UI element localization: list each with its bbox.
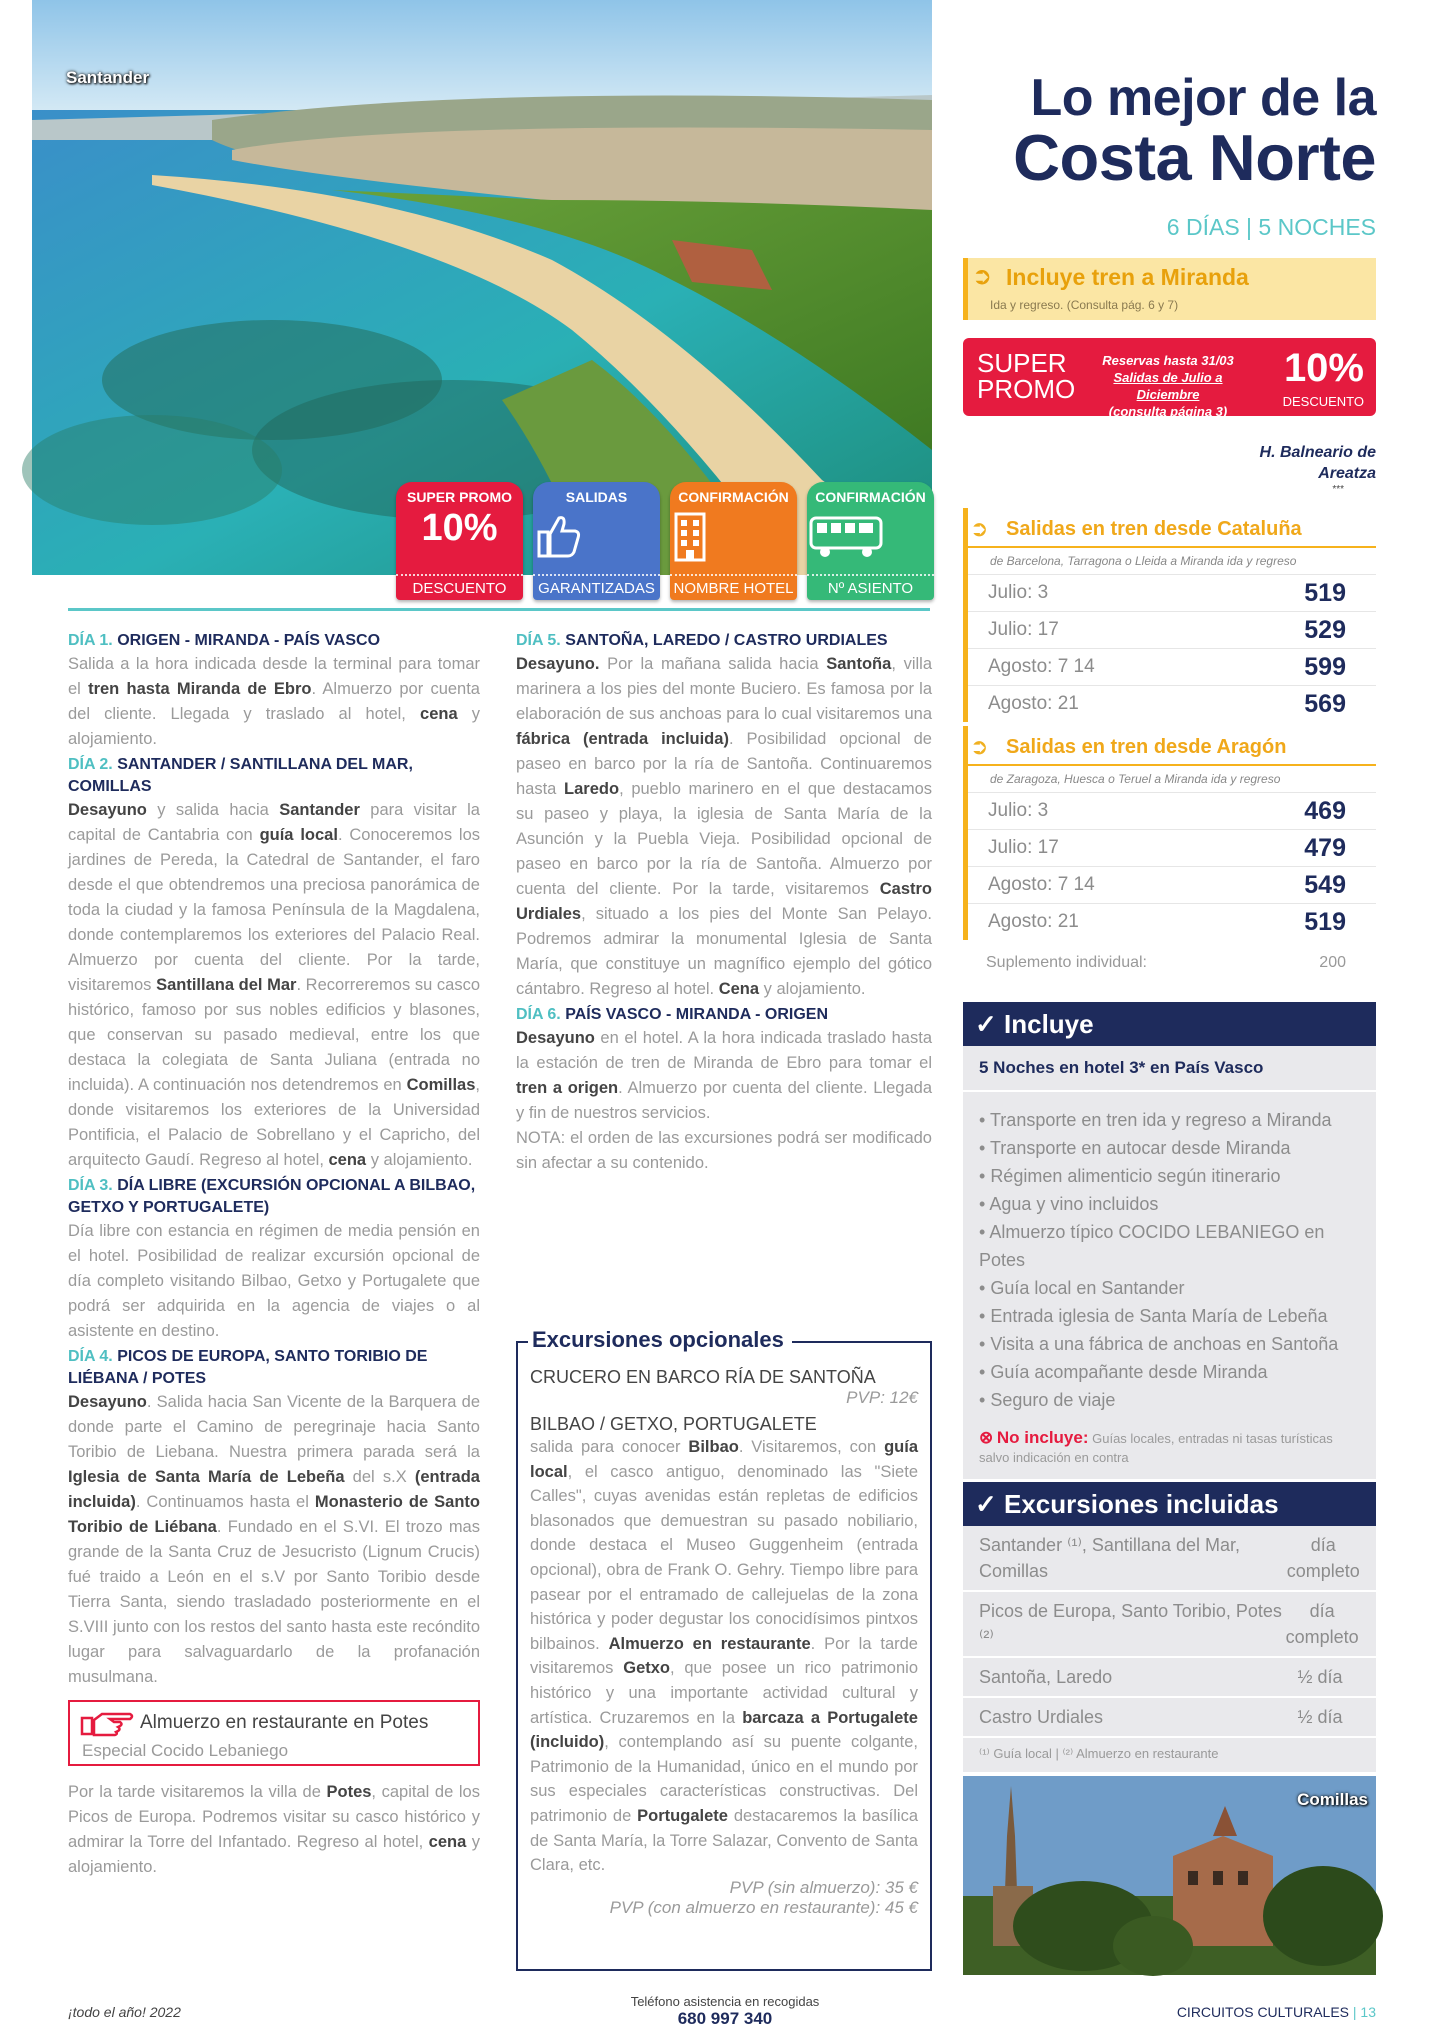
promo-l2: Salidas de Julio a Diciembre <box>1113 370 1223 402</box>
day-4-title: PICOS DE EUROPA, SANTO TORIBIO DE LIÉBANA / POTES <box>68 1348 428 1387</box>
title-line-2: Costa Norte <box>1013 121 1376 194</box>
table-row <box>963 1698 1376 1738</box>
table-row <box>963 1592 1376 1658</box>
footer-left: ¡todo el año! 2022 <box>68 2004 181 2020</box>
price-value: 549 <box>1304 870 1346 899</box>
badge-salidas <box>533 482 660 600</box>
arrow-right-icon: ➲ <box>972 263 993 290</box>
footer-section: CIRCUITOS CULTURALES <box>1176 2004 1349 2020</box>
hero-caption: Santander <box>66 68 150 87</box>
tren-title: Incluye tren a Miranda <box>1006 264 1249 290</box>
price-row <box>968 611 1376 648</box>
santander-photo <box>32 0 932 597</box>
bus-icon <box>807 512 885 560</box>
promo-super: SUPER <box>977 348 1067 378</box>
price-month: Julio: 3 <box>988 582 1049 603</box>
building-icon <box>670 512 710 562</box>
price-value: 469 <box>1304 796 1346 825</box>
day-4-text-2: Por la tarde visitaremos la villa de Potes, capital de los Picos de Europa. Podremos visitar su casco histórico y admirar la Torre del Infantado. Regreso al hotel, cena y alojamiento. <box>68 1783 480 1876</box>
day-5-heading <box>516 630 932 652</box>
promo-promo: PROMO <box>977 374 1076 404</box>
close-circle-icon: ⊗ <box>979 1428 994 1447</box>
day-3-heading <box>68 1175 480 1219</box>
price-row <box>968 648 1376 685</box>
excursion-name: Castro Urdiales <box>979 1707 1104 1727</box>
arrow-right-icon: ➲ <box>970 516 989 541</box>
price-month: Agosto: 21 <box>988 693 1079 714</box>
excursion-duration: día completo <box>1286 1535 1360 1581</box>
excursion-name: Santander ⁽¹⁾, Santillana del Mar, Comillas <box>979 1535 1240 1581</box>
excursiones-incluidas <box>963 1482 1376 1772</box>
price-row <box>968 903 1376 940</box>
price-month: Agosto: 7 14 <box>988 656 1095 677</box>
day-1-text: Salida a la hora indicada desde la terminal para tomar el tren hasta Miranda de Ebro. Almuerzo por cuenta del cliente. Llegada y traslado al hotel, cena y alojamiento. <box>68 655 480 748</box>
badge-hotel <box>670 482 797 600</box>
price-value: 519 <box>1304 578 1346 607</box>
incluye-title: ✓ Incluye <box>963 1002 1376 1046</box>
duration: 6 DÍAS | 5 NOCHES <box>1166 214 1376 240</box>
incluye-hotel: 5 Noches en hotel 3* en País Vasco <box>963 1046 1376 1092</box>
price-row <box>968 685 1376 722</box>
promo-conditions <box>1083 352 1253 420</box>
no-incluye-text: Guías locales, entradas ni tasas turísticas salvo indicación en contra <box>979 1431 1333 1465</box>
list-item: • Guía acompañante desde Miranda <box>979 1358 1360 1386</box>
promo-l3: (consulta página 3) <box>1108 404 1228 419</box>
day-3-number: DÍA 3. <box>68 1177 113 1194</box>
badge-salidas-top: SALIDAS <box>565 489 628 505</box>
lunch-sub: Especial Cocido Lebaniego <box>82 1741 289 1760</box>
suplemento-value: 200 <box>1319 954 1346 971</box>
price-month: Julio: 17 <box>988 619 1059 640</box>
excursiones-opcionales-title: Excursiones opcionales <box>528 1327 792 1353</box>
excursion-name: Picos de Europa, Santo Toribio, Potes ⁽²⁾ <box>979 1601 1282 1647</box>
itinerary-left-column <box>68 628 480 1880</box>
salidas-cataluna-title: Salidas en tren desde Cataluña <box>1006 518 1302 540</box>
tren-sub: Ida y regreso. (Consulta pág. 6 y 7) <box>990 298 1179 312</box>
hero-divider <box>68 608 930 611</box>
day-4-number: DÍA 4. <box>68 1348 113 1365</box>
list-item: • Transporte en autocar desde Miranda <box>979 1134 1360 1162</box>
badge-super-promo-pct: 10% <box>421 507 498 549</box>
salidas-cataluna <box>963 508 1376 722</box>
badge-super-promo-top: SUPER PROMO <box>406 489 512 505</box>
day-6-number: DÍA 6. <box>516 1006 561 1023</box>
table-row <box>963 1658 1376 1698</box>
badge-salidas-bottom: GARANTIZADAS <box>533 574 660 600</box>
price-value: 479 <box>1304 833 1346 862</box>
excursion-name: Santoña, Laredo <box>979 1667 1113 1687</box>
salidas-aragon-sub: de Zaragoza, Huesca o Teruel a Miranda ida y regreso <box>990 772 1281 786</box>
day-5-number: DÍA 5. <box>516 632 561 649</box>
excursion-crucero-price: PVP: 12€ <box>846 1388 918 1407</box>
list-item: • Transporte en tren ida y regreso a Miranda <box>979 1106 1360 1134</box>
badge-super-promo-bottom: DESCUENTO <box>396 574 523 600</box>
day-5-text: Desayuno. Por la mañana salida hacia Santoña, villa marinera a los pies del monte Buciero. Es famosa por la elaboración de sus anchoas para lo cual visitaremos una fábrica (entrada incluida). Posibilidad opcional de paseo en barco por la ría de Santoña. Continuaremos hasta Laredo, pueblo marinero en el que destacamos su paseo y playa, la iglesia de Santa María de la Asunción y la Puebla Vieja. Posibilidad opcional de paseo en barco por la ría de Santoña. Almuerzo por cuenta del cliente. Por la tarde, visitaremos Castro Urdiales, situado a los pies del Monte San Pelayo. Podremos admirar la monumental Iglesia de Santa María, que constituye un magnífico ejemplo del gótico cántabro. Regreso al hotel. Cena y alojamiento. <box>516 655 933 998</box>
badge-asiento-top: CONFIRMACIÓN <box>815 489 926 505</box>
price-month: Agosto: 7 14 <box>988 874 1095 895</box>
price-month: Julio: 17 <box>988 837 1059 858</box>
comillas-caption: Comillas <box>1297 1790 1368 1809</box>
excursiones-incluidas-title: ✓ Excursiones incluidas <box>963 1482 1376 1526</box>
salidas-cataluna-sub: de Barcelona, Tarragona o Lleida a Miranda ida y regreso <box>990 554 1297 568</box>
hotel-stars: *** <box>1332 484 1344 495</box>
list-item: • Guía local en Santander <box>979 1274 1360 1302</box>
nota-text: NOTA: el orden de las excursiones podrá ser modificado sin afectar a su contenido. <box>516 1129 932 1172</box>
price-month: Julio: 3 <box>988 800 1049 821</box>
price-row <box>968 829 1376 866</box>
day-5-title: SANTOÑA, LAREDO / CASTRO URDIALES <box>565 632 888 649</box>
day-4-heading <box>68 1346 480 1390</box>
badge-super-promo <box>396 482 523 600</box>
price-value: 519 <box>1304 907 1346 936</box>
page-number: | 13 <box>1352 2004 1376 2020</box>
incluye-box <box>963 1002 1376 1479</box>
excursion-bilbao-price-1: PVP (sin almuerzo): 35 € <box>729 1877 918 1897</box>
suplemento-label: Suplemento individual: <box>986 954 1147 971</box>
day-2-heading <box>68 754 480 798</box>
footer-phone: 680 997 340 <box>677 2009 773 2028</box>
day-6-text: Desayuno en el hotel. A la hora indicada traslado hasta la estación de tren de Miranda de Ebro para tomar el tren a origen. Almuerzo por cuenta del cliente. Llegada y fin de nuestros servicios. <box>516 1029 933 1122</box>
excursion-duration: día completo <box>1285 1601 1359 1647</box>
suplemento-individual <box>986 954 1376 972</box>
list-item: • Agua y vino incluidos <box>979 1190 1360 1218</box>
footer-phone-label: Teléfono asistencia en recogidas <box>630 1994 820 2009</box>
list-item: • Visita a una fábrica de anchoas en Santoña <box>979 1330 1360 1358</box>
hotel-name: H. Balneario de Areatza <box>1259 444 1376 482</box>
badge-hotel-top: CONFIRMACIÓN <box>678 489 789 505</box>
excursiones-opcionales <box>516 1327 932 1971</box>
salidas-aragon <box>963 726 1376 940</box>
price-row <box>968 574 1376 611</box>
badge-asiento-bottom: Nº ASIENTO <box>807 574 934 600</box>
day-6-title: PAÍS VASCO - MIRANDA - ORIGEN <box>565 1006 829 1023</box>
thumbs-up-icon <box>533 512 583 560</box>
list-item: • Almuerzo típico COCIDO LEBANIEGO en Potes <box>979 1218 1360 1274</box>
day-2-text: Desayuno y salida hacia Santander para visitar la capital de Cantabria con guía local. Conoceremos los jardines de Pereda, la Catedral de Santander, el faro desde el que obtendremos una preciosa panorámica de toda la ciudad y la famosa Península de la Magdalena, donde contemplaremos los exteriores del Palacio Real. Almuerzo por cuenta del cliente. Por la tarde, visitaremos Santillana del Mar. Recorreremos su casco histórico, famoso por sus nobles edificios y blasones, que conservan su pasado medieval, entre los que destaca la colegiata de Santa Juliana (entrada no incluida). A continuación nos detendremos en Comillas, donde visitaremos los exteriores de la Universidad Pontificia, el Palacio de Sobrellano y el Capricho, del arquitecto Gaudí. Regreso al hotel, cena y alojamiento. <box>68 801 481 1169</box>
day-6-heading <box>516 1004 932 1026</box>
promo-pct: 10% <box>1283 346 1364 390</box>
excursion-bilbao-price-2: PVP (con almuerzo en restaurante): 45 € <box>609 1897 918 1917</box>
price-row <box>968 866 1376 903</box>
no-incluye-label: No incluye: <box>996 1428 1089 1447</box>
day-2-number: DÍA 2. <box>68 756 113 773</box>
promo-desc: DESCUENTO <box>1282 394 1364 409</box>
incluye-list <box>963 1092 1376 1422</box>
salidas-aragon-title: Salidas en tren desde Aragón <box>1006 736 1287 758</box>
day-1-title: ORIGEN - MIRANDA - PAÍS VASCO <box>117 632 381 649</box>
promo-l1: Reservas hasta 31/03 <box>1102 353 1234 368</box>
excursion-bilbao-text: salida para conocer Bilbao. Visitaremos, con guía local, el casco antiguo, denominado las "Siete Calles", cuyas avenidas están repletas de edificios blasonados que demuestran su pasado nobiliario, donde destaca el Museo Guggenheim (entrada opcional), obra de Frank O. Gehry. Tiempo libre para pasear por el entramado de callejuelas de la zona histórica y poder degustar los conocidísimos pintxos bilbainos. Almuerzo en restaurante. Por la tarde visitaremos Getxo, que posee un rico patrimonio histórico y una importante actividad cultural y artística. Cruzaremos en la barcaza a Portugalete (incluido), contemplando así su puente colgante, Patrimonio de la Humanidad, único en el mundo por sus especiales características constructivas. Del patrimonio de Portugalete destacaremos la basílica de Santa María, la Torre Salazar, Convento de Santa Clara, etc. <box>530 1438 919 1875</box>
day-3-title: DÍA LIBRE (EXCURSIÓN OPCIONAL A BILBAO, GETXO Y PORTUGALETE) <box>68 1177 476 1216</box>
table-row <box>963 1526 1376 1592</box>
badge-asiento <box>807 482 934 600</box>
excursion-bilbao: BILBAO / GETXO, PORTUGALETE <box>530 1414 817 1434</box>
promo-label <box>977 350 1075 402</box>
day-1-heading <box>68 630 480 652</box>
list-item: • Seguro de viaje <box>979 1386 1360 1414</box>
price-value: 569 <box>1304 689 1346 718</box>
lunch-box <box>68 1700 480 1766</box>
no-incluye <box>963 1422 1376 1479</box>
day-2-title: SANTANDER / SANTILLANA DEL MAR, COMILLAS <box>68 756 413 795</box>
feature-badges <box>396 482 934 600</box>
super-promo-box <box>963 338 1376 419</box>
arrow-right-icon: ➲ <box>970 734 989 759</box>
title-line-1: Lo mejor de la <box>1030 69 1376 127</box>
day-1-number: DÍA 1. <box>68 632 113 649</box>
lunch-title: Almuerzo en restaurante en Potes <box>140 1712 429 1733</box>
price-row <box>968 792 1376 829</box>
excursion-crucero: CRUCERO EN BARCO RÍA DE SANTOÑA <box>530 1367 876 1387</box>
pointing-hand-icon <box>80 1710 136 1738</box>
itinerary-middle-column <box>516 628 932 1176</box>
footer-center <box>560 1994 890 2029</box>
list-item: • Régimen alimenticio según itinerario <box>979 1162 1360 1190</box>
excursiones-footnote: ⁽¹⁾ Guía local | ⁽²⁾ Almuerzo en restaurante <box>979 1746 1219 1761</box>
day-4-text: Desayuno. Salida hacia San Vicente de la Barquera de donde parte el Camino de peregrinaje hacia Santo Toribio de Liebana. Nuestra primera parada será la Iglesia de Santa María de Lebeña del s.X (entrada incluida). Continuamos hasta el Monasterio de Santo Toribio de Liébana. Fundado en el S.VI. El trozo mas grande de la Santa Cruz de Jesucristo (Lignum Crucis) fué traido a León en el s.V por Santo Toribio desde Tierra Santa, siendo trasladado posteriormente en el S.VIII junto con los restos del santo hasta este recóndito lugar para salvaguardarlo de la profanación musulmana. <box>68 1393 480 1686</box>
comillas-photo <box>963 1776 1376 1975</box>
price-month: Agosto: 21 <box>988 911 1079 932</box>
list-item: • Entrada iglesia de Santa María de Lebeña <box>979 1302 1360 1330</box>
excursion-duration: ½ día <box>1297 1707 1343 1727</box>
day-3-text: Día libre con estancia en régimen de media pensión en el hotel. Posibilidad de realizar excursión opcional de día completo visitando Bilbao, Getxo y Portugalete que podrá ser adquirida en la agencia de viajes o al asistente en destino. <box>68 1222 480 1340</box>
tren-banner <box>963 258 1376 320</box>
price-value: 529 <box>1304 615 1346 644</box>
excursion-duration: ½ día <box>1297 1667 1343 1687</box>
price-value: 599 <box>1304 652 1346 681</box>
footer-right <box>1177 2004 1376 2020</box>
badge-hotel-bottom: NOMBRE HOTEL <box>670 574 797 600</box>
